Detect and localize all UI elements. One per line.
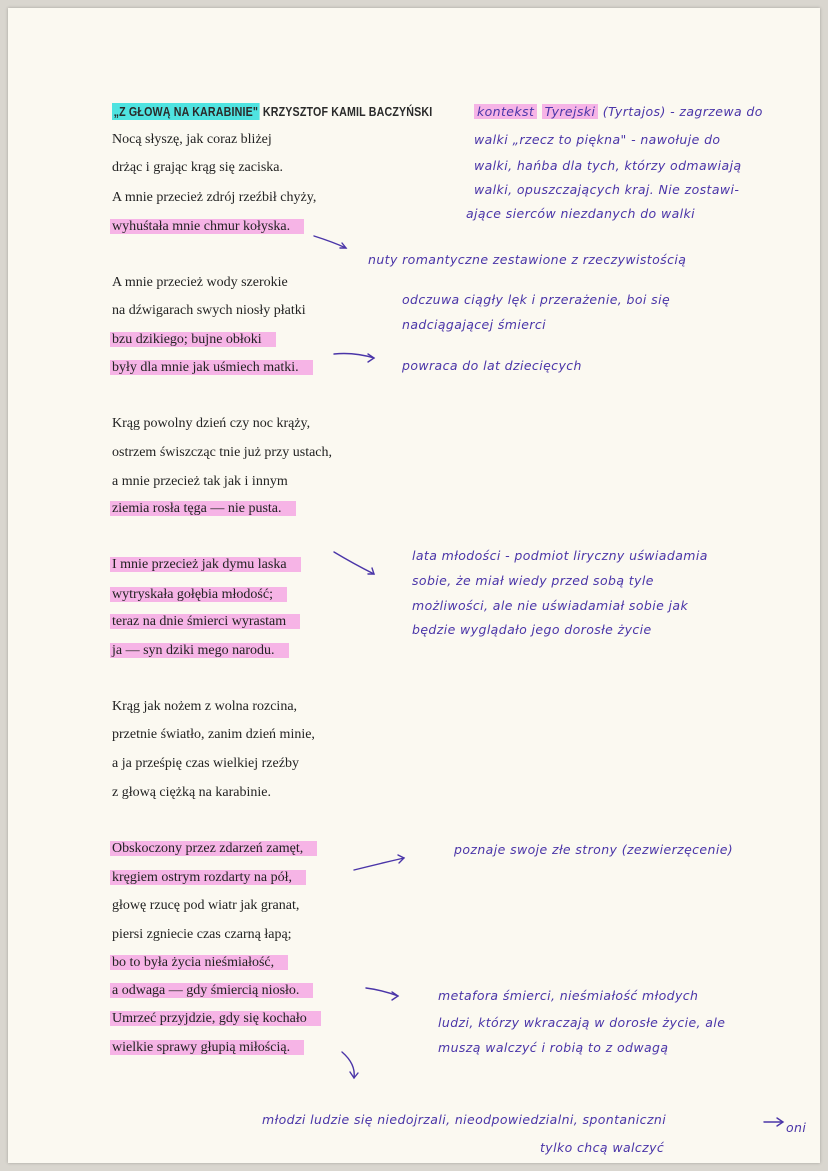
arrow-icon (368, 354, 374, 362)
poem-line: wytryskała gołębia młodość; (112, 585, 287, 604)
title-highlight: „Z GŁOWĄ NA KARABINIE" (113, 104, 259, 119)
poem-line: a odwaga — gdy śmiercią niosło. (112, 981, 313, 1000)
poem-line: a mnie przecież tak jak i innym (112, 474, 288, 489)
poem-line: Krąg jak nożem z wolna rozcina, (112, 699, 298, 714)
note-line: możliwości, ale nie uświadamiał sobie jak (412, 598, 689, 613)
arrow-icon (334, 552, 374, 574)
note-line: muszą walczyć i robią to z odwagą (438, 1040, 669, 1055)
arrow-icon (354, 858, 404, 870)
note-line: walki „rzecz to piękna" - nawołuje do (474, 132, 721, 147)
note-line: ające sierców niezdanych do walki (466, 206, 696, 221)
note-line: walki, opuszczających kraj. Nie zostawi- (474, 182, 740, 197)
note-line: ludzi, którzy wkraczają w dorosłe życie, ale (438, 1015, 726, 1030)
annotation-arrows (8, 8, 820, 1163)
poem-line: na dźwigarach swych niosły płatki (112, 303, 306, 318)
poem-line: głowę rzucę pod wiatr jak granat, (112, 898, 300, 913)
poem-line: ostrzem świszcząc tnie już przy ustach, (112, 445, 333, 460)
poem-line: kręgiem ostrym rozdarty na pół, (112, 868, 306, 887)
note-line: młodzi ludzie się niedojrzali, nieodpowiedzialni, spontaniczni (262, 1112, 667, 1127)
note-line: powraca do lat dziecięcych (402, 358, 582, 373)
note-kontekst: kontekst Tyrejski (Tyrtajos) - zagrzewa do (474, 104, 763, 119)
poem-line: A mnie przecież zdrój rzeźbił chyży, (112, 190, 317, 205)
poem-line: wyhuśtała mnie chmur kołyska. (112, 217, 304, 236)
note-line: sobie, że miał wiedy przed sobą tyle (412, 573, 654, 588)
note-line: lata młodości - podmiot liryczny uświadamia (412, 548, 708, 563)
note-line: walki, hańba dla tych, którzy odmawiają (474, 158, 742, 173)
poem-line: Obskoczony przez zdarzeń zamęt, (112, 839, 317, 858)
poem-line: piersi zgniecie czas czarną łapą; (112, 927, 292, 942)
poem-line: Umrzeć przyjdzie, gdy się kochało (112, 1009, 321, 1028)
note-line: metafora śmierci, nieśmiałość młodych (438, 988, 699, 1003)
poem-line: przetnie światło, zanim dzień minie, (112, 727, 315, 742)
note-line: nuty romantyczne zestawione z rzeczywistością (368, 252, 687, 267)
note-line: poznaje swoje złe strony (zezwierzęcenie) (454, 842, 734, 857)
note-line: oni (786, 1120, 807, 1135)
poem-line: teraz na dnie śmierci wyrastam (112, 612, 300, 631)
poem-line: bo to była życia nieśmiałość, (112, 953, 288, 972)
poem-line: ja — syn dziki mego narodu. (112, 641, 289, 660)
poem-line: wielkie sprawy głupią miłością. (112, 1038, 304, 1057)
poem-line: bzu dzikiego; bujne obłoki (112, 330, 276, 349)
note-line: nadciągającej śmierci (402, 317, 546, 332)
poem-line: A mnie przecież wody szerokie (112, 275, 288, 290)
poem-line: Nocą słyszę, jak coraz bliżej (112, 132, 272, 147)
arrow-icon (314, 236, 346, 248)
note-line: będzie wyglądało jego dorosłe życie (412, 622, 652, 637)
title-author: KRZYSZTOF KAMIL BACZYŃSKI (259, 104, 433, 119)
poem-line: były dla mnie jak uśmiech matki. (112, 358, 313, 377)
arrow-icon (342, 1052, 354, 1078)
poem-line: ziemia rosła tęga — nie pusta. (112, 499, 296, 518)
arrow-icon (392, 992, 398, 1000)
poem-line: Krąg powolny dzień czy noc krąży, (112, 416, 311, 431)
poem-line: a ja prześpię czas wielkiej rzeźby (112, 756, 299, 771)
poem-line: drżąc i grając krąg się zaciska. (112, 160, 284, 175)
poem-line: z głową ciężką na karabinie. (112, 785, 271, 800)
note-line: tylko chcą walczyć (540, 1140, 665, 1155)
poem-line: I mnie przecież jak dymu laska (112, 555, 301, 574)
notebook-page (8, 8, 820, 1163)
note-line: odczuwa ciągły lęk i przerażenie, boi się (402, 292, 671, 307)
